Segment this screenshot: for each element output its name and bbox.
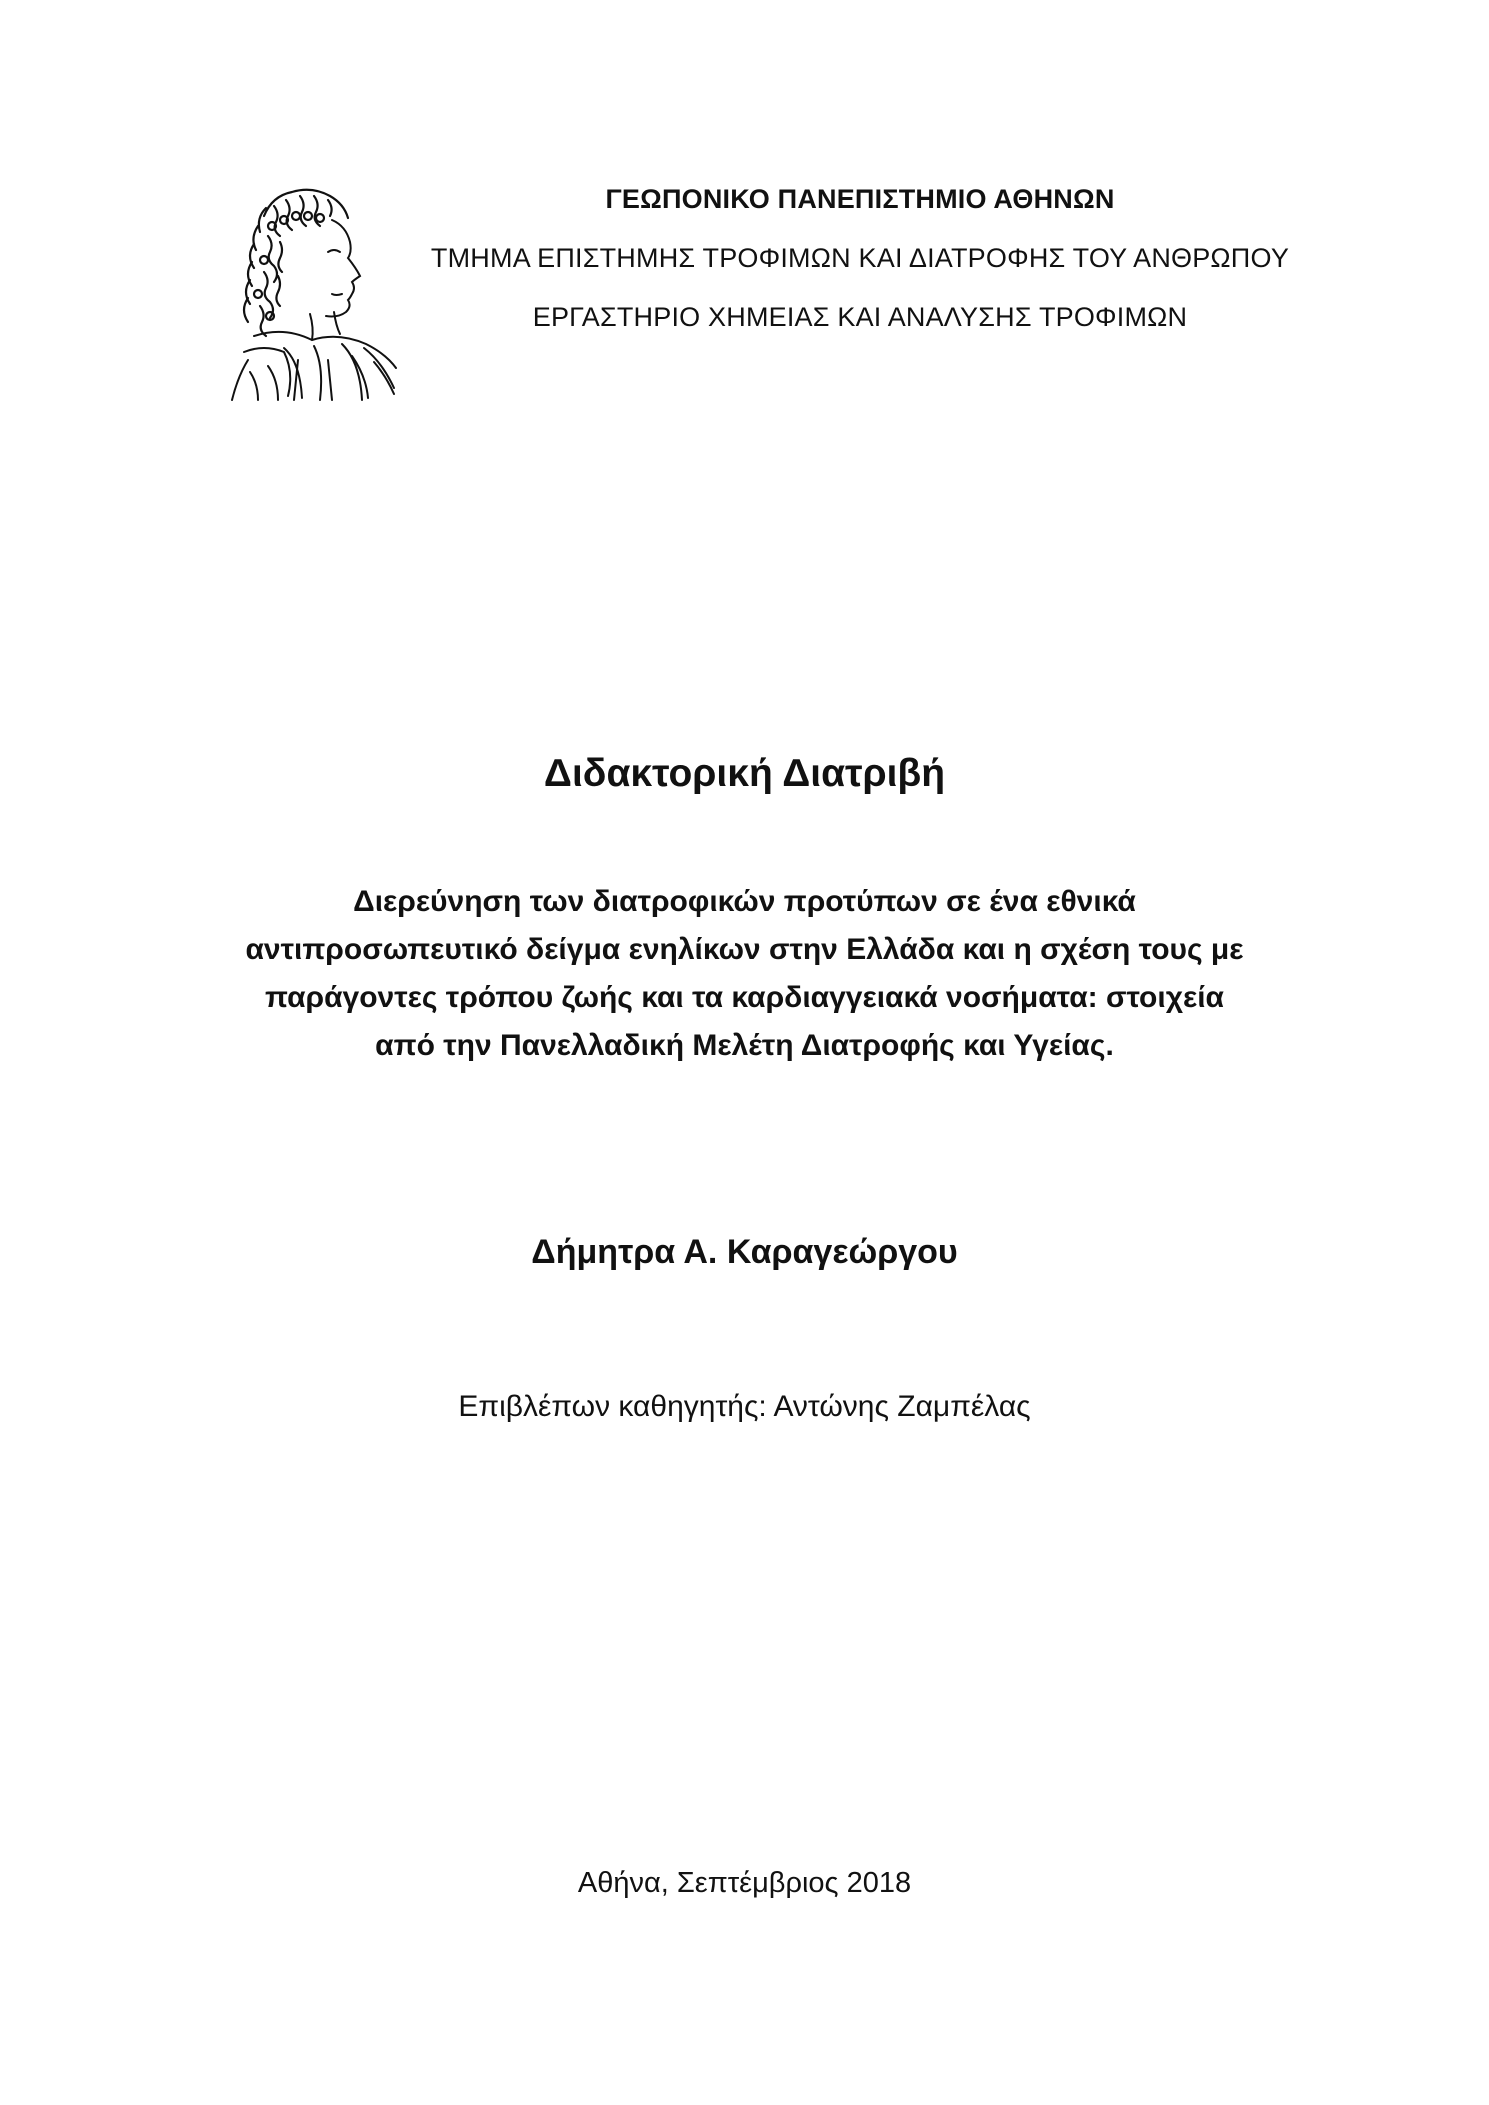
- place-date: Αθήνα, Σεπτέμβριος 2018: [577, 1867, 912, 1899]
- thesis-title-line: από την Πανελλαδική Μελέτη Διατροφής και Υγείας.: [375, 1029, 1114, 1062]
- supervisor: Επιβλέπων καθηγητής: Αντώνης Ζαμπέλας: [458, 1390, 1031, 1423]
- department-name: ΤΜΗΜΑ ΕΠΙΣΤΗΜΗΣ ΤΡΟΦΙΜΩΝ ΚΑΙ ΔΙΑΤΡΟΦΗΣ ΤΟΥ ΑΝΘΡΩΠΟΥ: [430, 243, 1290, 273]
- thesis-title: [200, 878, 1289, 1070]
- university-name: ΓΕΩΠΟΝΙΚΟ ΠΑΝΕΠΙΣΤΗΜΙΟ ΑΘΗΝΩΝ: [605, 184, 1115, 214]
- university-logo-icon: [224, 176, 408, 404]
- thesis-title-line: Διερεύνηση των διατροφικών προτύπων σε ένα εθνικά: [353, 885, 1136, 918]
- thesis-title-line: παράγοντες τρόπου ζωής και τα καρδιαγγειακά νοσήματα: στοιχεία: [264, 981, 1225, 1014]
- laboratory-name: ΕΡΓΑΣΤΗΡΙΟ ΧΗΜΕΙΑΣ ΚΑΙ ΑΝΑΛΥΣΗΣ ΤΡΟΦΙΜΩΝ: [532, 302, 1188, 332]
- thesis-title-line: αντιπροσωπευτικό δείγμα ενηλίκων στην Ελλάδα και η σχέση τους με: [245, 933, 1244, 966]
- author-name: Δήμητρα Α. Καραγεώργου: [531, 1233, 958, 1271]
- document-type: Διδακτορική Διατριβή: [543, 752, 946, 795]
